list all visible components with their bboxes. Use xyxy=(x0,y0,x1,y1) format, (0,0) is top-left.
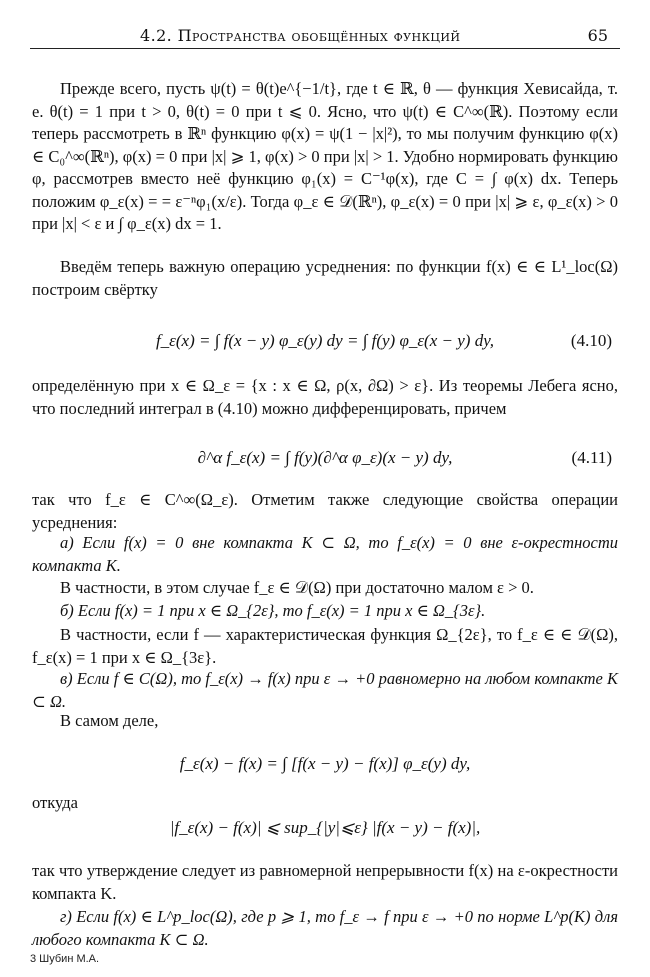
equation-number: (4.11) xyxy=(571,448,612,467)
property-c: в) Если f ∈ C(Ω), то f_ε(x) → f(x) при ε → +0 равномерно на любом компакте K ⊂ Ω. xyxy=(32,669,618,711)
running-header xyxy=(30,22,620,49)
paragraph-8: откуда xyxy=(32,793,78,812)
paragraph-4: так что f_ε ∈ C^∞(Ω_ε). Отметим также следующие свойства операции усреднения: xyxy=(32,490,618,532)
equation-sup-estimate: |f_ε(x) − f(x)| ⩽ sup_{|y|⩽ε} |f(x − y) − f(x)|, xyxy=(169,818,481,837)
header-title: 4.2. Пространства обобщённых функций xyxy=(140,26,461,45)
property-a: а) Если f(x) = 0 вне компакта K ⊂ Ω, то f_ε(x) = 0 вне ε-окрестности компакта K. xyxy=(32,533,618,575)
property-b: б) Если f(x) = 1 при x ∈ Ω_{2ε}, то f_ε(x) = 1 при x ∈ Ω_{3ε}. xyxy=(60,601,486,620)
equation-4-10: f_ε(x) = ∫ f(x − y) φ_ε(y) dy = ∫ f(y) φ_ε(x − y) dy, (4.10) xyxy=(155,331,612,350)
signature-footer: 3 Шубин М.А. xyxy=(30,953,100,965)
paragraph-2: Введём теперь важную операцию усреднения: по функции f(x) ∈ ∈ L¹_loc(Ω) построим свёртку xyxy=(32,257,618,299)
paragraph-5: В частности, в этом случае f_ε ∈ 𝒟(Ω) при достаточно малом ε > 0. xyxy=(60,578,534,597)
equation-difference: f_ε(x) − f(x) = ∫ [f(x − y) − f(x)] φ_ε(y) dy, xyxy=(179,754,471,773)
paragraph-3: определённую при x ∈ Ω_ε = {x : x ∈ Ω, ρ(x, ∂Ω) > ε}. Из теоремы Лебега ясно, что последний интеграл в (4.10) можно дифференцировать, причем xyxy=(32,376,618,418)
paragraph-6: В частности, если f — характеристическая функция Ω_{2ε}, то f_ε ∈ ∈ 𝒟(Ω), f_ε(x) = 1 при x ∈ Ω_{3ε}. xyxy=(32,625,618,667)
equation-number: (4.10) xyxy=(570,331,612,350)
paragraph-7: В самом деле, xyxy=(60,711,159,730)
property-d: г) Если f(x) ∈ L^p_loc(Ω), где p ⩾ 1, то f_ε → f при ε → +0 по норме L^p(K) для любого компакта K ⊂ Ω. xyxy=(32,907,618,949)
paragraph-1: Прежде всего, пусть ψ(t) = θ(t)e^{−1/t}, где t ∈ ℝ, θ — функция Хевисайда, т. е. θ(t) = 1 при t > 0, θ(t) = 0 при t ⩽ 0. Ясно, что ψ(t) ∈ C^∞(ℝ). Поэтому если теперь рассмотреть в ℝⁿ функцию φ(x) = ψ(1 − |x|²), то мы получим функцию φ(x) ∈ C₀^∞(ℝⁿ), φ(x) = 0 при |x| ⩾ 1, φ(x) > 0 при |x| > 1. Удобно нормировать функцию φ, рассмотрев вместо неё функцию φ₁(x) = C⁻¹φ(x), где C = ∫ φ(x) dx. Теперь положим φ_ε(x) = = ε⁻ⁿφ₁(x/ε). Тогда φ_ε ∈ 𝒟(ℝⁿ), φ_ε(x) = 0 при |x| ⩾ ε, φ_ε(x) > 0 при |x| < ε и ∫ φ_ε(x) dx = 1. xyxy=(32,79,618,233)
page-number: 65 xyxy=(587,26,608,45)
paragraph-9: так что утверждение следует из равномерной непрерывности f(x) на ε-окрестности компакта K. xyxy=(32,861,618,903)
equation-4-11: ∂^α f_ε(x) = ∫ f(y)(∂^α φ_ε)(x − y) dy, (4.11) xyxy=(197,448,612,467)
